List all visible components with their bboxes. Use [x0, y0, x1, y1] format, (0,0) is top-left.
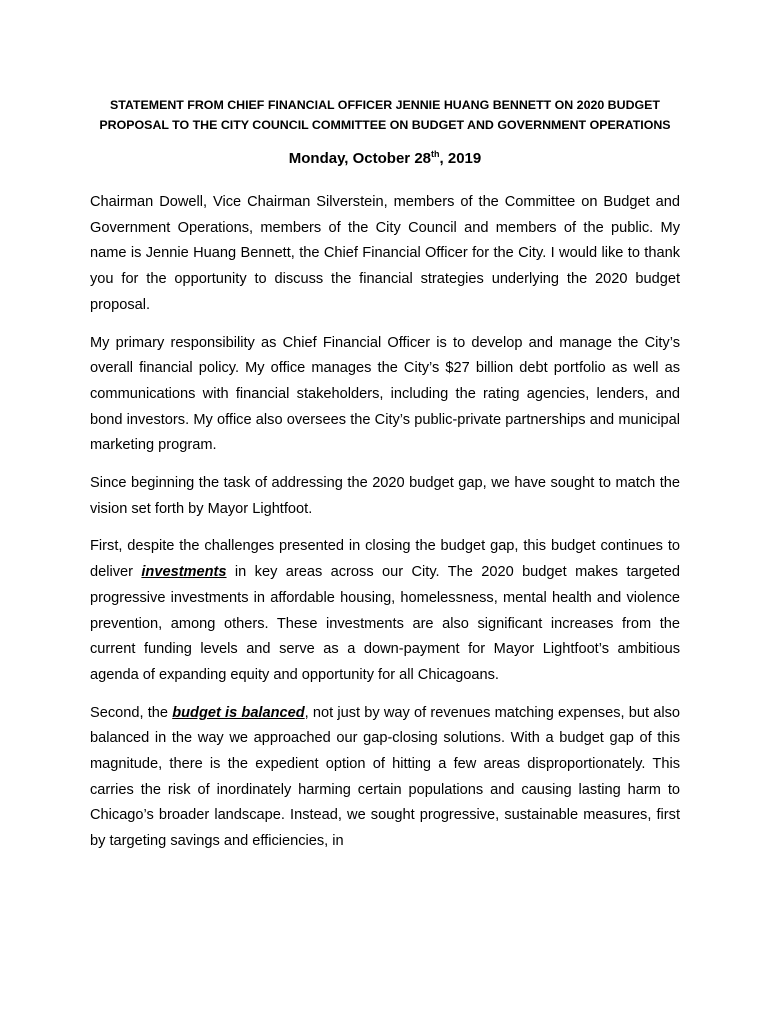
document-title [84, 95, 686, 135]
investments-text-before: First, despite the challenges presented in closing the budget gap, this budget continues to deliver [90, 538, 680, 581]
title-line-1: STATEMENT FROM CHIEF FINANCIAL OFFICER JENNIE HUANG BENNETT ON 2020 BUDGET [109, 98, 661, 112]
investments-emphasis: investments [141, 564, 227, 581]
title-line-2: PROPOSAL TO THE CITY COUNCIL COMMITTEE ON BUDGET AND GOVERNMENT OPERATIONS [99, 118, 671, 132]
paragraph-investments [90, 534, 680, 688]
date-ordinal-suffix: th [431, 149, 440, 159]
balanced-text-before: Second, the [90, 704, 173, 721]
balanced-text-after: , not just by way of revenues matching expenses, but also balanced in the way we approached our gap-closing solutions. With a budget gap of this magnitude, there is the expedient option of hitting a few areas disproportionately. This carries the risk of inordinately harming certain populations and causing lasting harm to Chicago’s broader landscape. Instead, we sought progressive, sustainable measures, first by targeting savings and efficiencies, in [90, 704, 680, 850]
date-year: , 2019 [439, 150, 482, 167]
investments-text-after: in key areas across our City. The 2020 budget makes targeted progressive investments in affordable housing, homelessness, mental health and violence prevention, among others. These investments are also significant increases from the current funding levels and serve as a down-payment for Mayor Lightfoot’s ambitious agenda of expanding equity and opportunity for all Chicagoans. [90, 564, 681, 683]
paragraph-budget-gap: Since beginning the task of addressing the 2020 budget gap, we have sought to match the vision set forth by Mayor Lightfoot. [90, 475, 680, 517]
paragraph-balanced-budget [90, 701, 680, 855]
paragraph-responsibilities: My primary responsibility as Chief Financial Officer is to develop and manage the City’s overall financial policy. My office manages the City’s $27 billion debt portfolio as well as communications with financial stakeholders, including the rating agencies, lenders, and bond investors. My office also oversees the City’s public-private partnerships and municipal marketing program. [90, 334, 680, 454]
statement-date [90, 148, 680, 170]
paragraph-introduction: Chairman Dowell, Vice Chairman Silverstein, members of the Committee on Budget and Government Operations, members of the City Council and members of the public. My name is Jennie Huang Bennett, the Chief Financial Officer for the City. I would like to thank you for the opportunity to discuss the financial strategies underlying the 2020 budget proposal. [90, 194, 680, 313]
date-prefix: Monday, October 28 [288, 150, 432, 167]
balanced-emphasis: budget is balanced [172, 704, 305, 721]
